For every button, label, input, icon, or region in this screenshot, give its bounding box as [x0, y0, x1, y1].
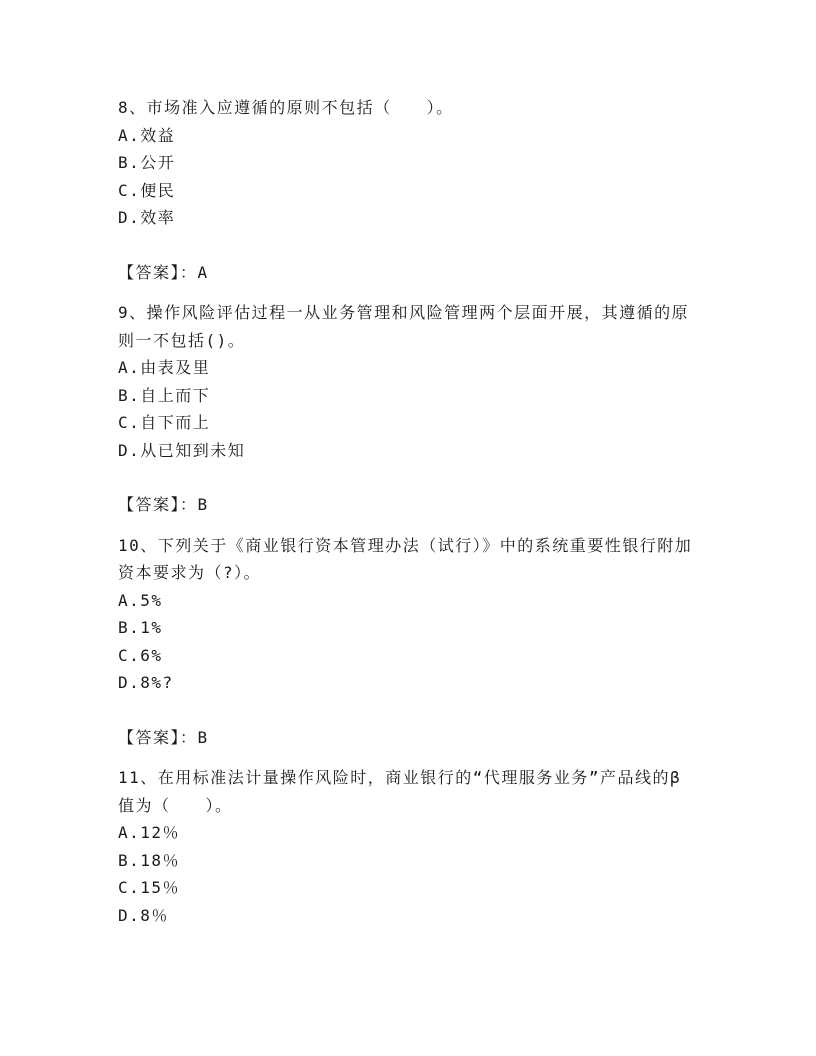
option-b: B.自上而下 [118, 385, 211, 405]
answer-label: 【答案】： [118, 727, 198, 747]
option-a: A.由表及里 [118, 358, 211, 377]
option-d: D.8％ [118, 905, 169, 925]
option-a: A.5% [118, 590, 163, 610]
answer-label: 【答案】： [118, 262, 198, 282]
option-d: D.从已知到未知 [118, 440, 246, 460]
answer-line [118, 259, 698, 287]
answer-line [118, 491, 698, 519]
option-d: D.8%? [118, 673, 174, 692]
question-stem: 11、在用标准法计量操作风险时，商业银行的“代理服务业务”产品线的β值为（ ）。 [118, 768, 682, 815]
option-b: B.公开 [118, 153, 176, 172]
answer-line [118, 724, 698, 752]
document-page [118, 94, 698, 929]
question-8 [118, 94, 698, 232]
option-c: C.15％ [118, 878, 181, 897]
answer-value: B [197, 727, 209, 747]
question-stem: 9、操作风险评估过程一从业务管理和风险管理两个层面开展，其遵循的原则一不包括()。 [118, 303, 690, 350]
option-b: B.1% [118, 618, 163, 637]
answer-value: A [197, 262, 209, 282]
option-a: A.12％ [118, 823, 181, 842]
option-c: C.自下而上 [118, 413, 211, 432]
question-10 [118, 532, 698, 697]
question-11 [118, 764, 698, 929]
answer-label: 【答案】： [118, 495, 198, 514]
question-stem: 10、下列关于《商业银行资本管理办法（试行）》中的系统重要性银行附加资本要求为（?）。 [118, 535, 693, 582]
option-d: D.效率 [118, 208, 176, 227]
option-c: C.便民 [118, 180, 176, 200]
answer-value: B [197, 495, 209, 514]
option-b: B.18％ [118, 850, 181, 870]
option-c: C.6% [118, 645, 163, 665]
question-stem: 8、市场准入应遵循的原则不包括（ ）。 [118, 98, 454, 117]
question-9 [118, 299, 698, 464]
option-a: A.效益 [118, 125, 176, 145]
